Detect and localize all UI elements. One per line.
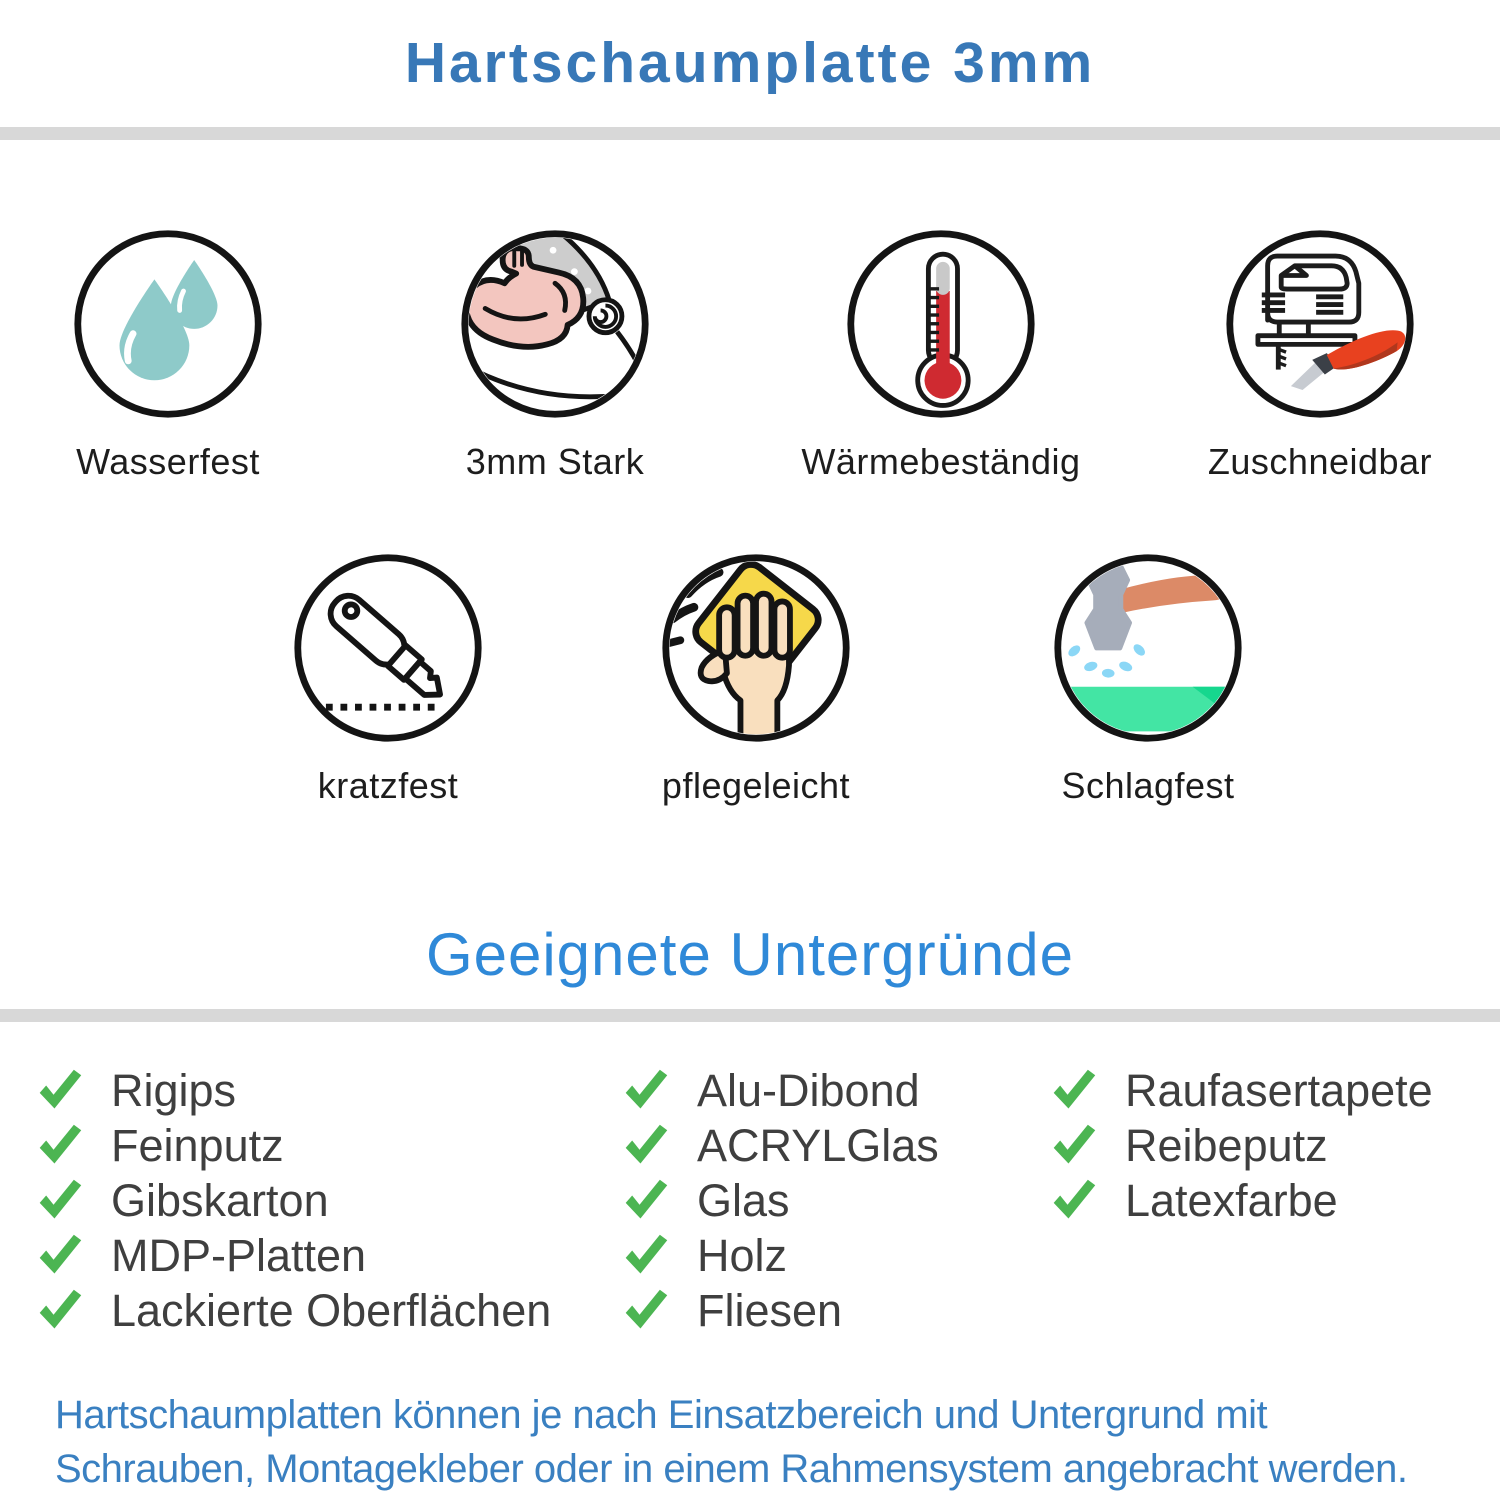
substrate-item [1050, 1063, 1433, 1118]
check-icon [36, 1067, 84, 1115]
feature-label: Wärmebeständig [801, 441, 1081, 482]
feature-label: pflegeleicht [661, 765, 851, 806]
substrate-item [622, 1063, 939, 1118]
substrates-column-1 [36, 1063, 551, 1338]
feature-zuschneidbar [1170, 227, 1470, 483]
substrate-label: Holz [697, 1229, 788, 1281]
feature-label: Schlagfest [1061, 765, 1235, 806]
substrate-item [622, 1173, 939, 1228]
substrate-label: Rigips [111, 1064, 237, 1116]
substrate-label: Fliesen [697, 1284, 843, 1336]
check-icon [622, 1287, 670, 1335]
substrates-column-2 [622, 1063, 939, 1338]
check-icon [36, 1122, 84, 1170]
divider-bar-top [0, 127, 1500, 140]
muscle-arm-icon [458, 227, 652, 421]
footer-line-2: Schrauben, Montagekleber oder in einem Rahmensystem angebracht werden. [55, 1447, 1408, 1491]
section-title: Geeignete Untergründe [425, 921, 1075, 988]
check-icon [36, 1287, 84, 1335]
substrate-label: Lackierte Oberflächen [111, 1284, 552, 1336]
substrate-label: Latexfarbe [1125, 1174, 1338, 1226]
hammer-icon [1051, 551, 1245, 745]
thermometer-icon [844, 227, 1038, 421]
substrate-label: ACRYLGlas [697, 1119, 939, 1171]
substrate-item [36, 1118, 551, 1173]
substrate-label: Alu-Dibond [697, 1064, 920, 1116]
feature-label: Wasserfest [76, 441, 260, 482]
substrate-item [36, 1228, 551, 1283]
substrate-item [36, 1173, 551, 1228]
cleaning-cloth-hand-icon [659, 551, 853, 745]
footer-note [55, 1388, 1475, 1496]
divider-bar-section [0, 1009, 1500, 1022]
check-icon [1050, 1067, 1098, 1115]
feature-3mm-stark [405, 227, 705, 483]
substrate-label: Reibeputz [1125, 1119, 1328, 1171]
footer-line-1: Hartschaumplatten können je nach Einsatzbereich und Untergrund mit [55, 1393, 1268, 1437]
feature-wasserfest [18, 227, 318, 483]
feature-schlagfest [998, 551, 1298, 807]
feature-waermebestaendig [791, 227, 1091, 483]
check-icon [622, 1122, 670, 1170]
check-icon [36, 1177, 84, 1225]
check-icon [1050, 1177, 1098, 1225]
check-icon [622, 1177, 670, 1225]
feature-label: kratzfest [317, 765, 459, 806]
check-icon [622, 1067, 670, 1115]
water-drops-icon [71, 227, 265, 421]
check-icon [1050, 1122, 1098, 1170]
substrate-label: MDP-Platten [111, 1229, 367, 1281]
substrate-item [622, 1118, 939, 1173]
substrate-item [1050, 1173, 1433, 1228]
substrate-label: Gibskarton [111, 1174, 329, 1226]
check-icon [622, 1232, 670, 1280]
substrate-label: Feinputz [111, 1119, 284, 1171]
substrate-item [36, 1283, 551, 1338]
substrate-item [622, 1283, 939, 1338]
utility-knife-icon [291, 551, 485, 745]
feature-kratzfest [238, 551, 538, 807]
feature-label: 3mm Stark [465, 441, 645, 482]
feature-label: Zuschneidbar [1207, 441, 1433, 482]
substrates-column-3 [1050, 1063, 1433, 1228]
check-icon [36, 1232, 84, 1280]
feature-pflegeleicht [606, 551, 906, 807]
substrate-item [1050, 1118, 1433, 1173]
substrate-label: Glas [697, 1174, 790, 1226]
substrate-item [36, 1063, 551, 1118]
page-title: Hartschaumplatte 3mm [404, 31, 1096, 95]
substrate-item [622, 1228, 939, 1283]
jigsaw-icon [1223, 227, 1417, 421]
substrate-label: Raufasertapete [1125, 1064, 1433, 1116]
